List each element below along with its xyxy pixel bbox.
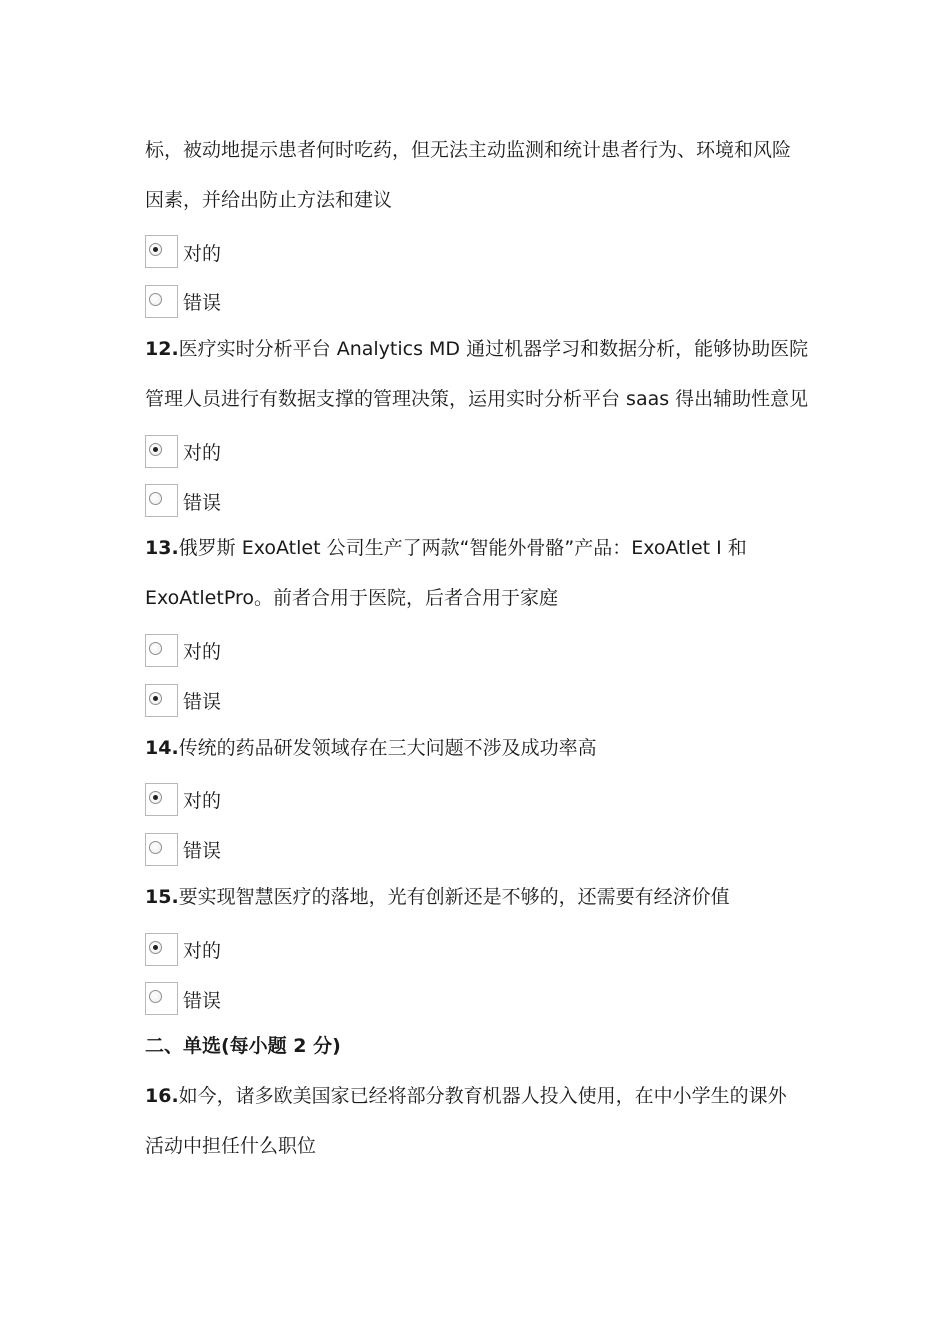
option-label: 对的 [183,441,222,464]
question-number: 13. [145,537,179,560]
option-label: 错误 [183,690,222,713]
answer-option[interactable] [145,226,845,276]
radio-checked-icon [149,941,162,954]
radio-button[interactable] [145,783,178,816]
radio-button[interactable] [145,484,178,517]
option-label: 对的 [183,939,222,962]
question-number: 14. [145,736,179,759]
option-label: 对的 [183,640,222,663]
option-label: 对的 [183,790,222,813]
radio-unchecked-icon [149,293,162,306]
radio-unchecked-icon [149,990,162,1003]
answer-option[interactable] [145,475,845,525]
text-line: 标，被动地提示患者何时吃药，但无法主动监测和统计患者行为、环境和风险 [145,139,792,161]
question-text: 俄罗斯 ExoAtlet 公司生产了两款“智能外骨骼”产品：ExoAtlet Ⅰ 和 [178,537,747,560]
question-text: 如今，诸多欧美国家已经将部分教育机器人投入使用，在中小学生的课外 [178,1085,787,1108]
question-line [145,873,845,923]
radio-checked-icon [149,692,162,705]
radio-checked-icon [149,243,162,256]
radio-button[interactable] [145,285,178,318]
answer-option[interactable] [145,823,845,873]
text-line: 活动中担任什么职位 [145,1134,317,1157]
question-number: 15. [145,885,179,908]
text-line: 因素，并给出防止方法和建议 [145,188,393,211]
answer-option[interactable] [145,275,845,325]
text-line: 管理人员进行有数据支撑的管理决策，运用实时分析平台 saas 得出辅助性意见 [145,387,809,410]
question-text: 医疗实时分析平台 Analytics MD 通过机器学习和数据分析，能够协助医院 [178,338,809,361]
answer-option[interactable] [145,773,845,823]
question-text: 传统的药品研发领域存在三大问题不涉及成功率高 [178,736,597,759]
answer-option[interactable] [145,923,845,973]
question-line [145,524,845,574]
question-line [145,724,845,774]
radio-unchecked-icon [149,841,162,854]
document-page [145,126,845,1172]
answer-option[interactable] [145,624,845,674]
answer-option[interactable] [145,425,845,475]
question-text: 要实现智慧医疗的落地，光有创新还是不够的，还需要有经济价值 [178,885,730,908]
option-label: 错误 [183,840,222,863]
question-line [145,325,845,375]
radio-button[interactable] [145,634,178,667]
radio-button[interactable] [145,435,178,468]
option-label: 对的 [183,242,222,265]
text-line: ExoAtletPro。前者合用于医院，后者合用于家庭 [145,587,558,610]
answer-option[interactable] [145,973,845,1023]
radio-button[interactable] [145,833,178,866]
question-number: 16. [145,1085,179,1108]
radio-button[interactable] [145,235,178,268]
radio-button[interactable] [145,982,178,1015]
section-heading: 二、单选(每小题 2 分) [145,1035,341,1058]
question-number: 12. [145,338,179,361]
option-label: 错误 [183,491,222,514]
question-line [145,1072,845,1122]
radio-unchecked-icon [149,492,162,505]
answer-option[interactable] [145,674,845,724]
radio-checked-icon [149,791,162,804]
radio-checked-icon [149,443,162,456]
option-label: 错误 [183,292,222,315]
option-label: 错误 [183,989,222,1012]
radio-unchecked-icon [149,642,162,655]
radio-button[interactable] [145,933,178,966]
radio-button[interactable] [145,684,178,717]
